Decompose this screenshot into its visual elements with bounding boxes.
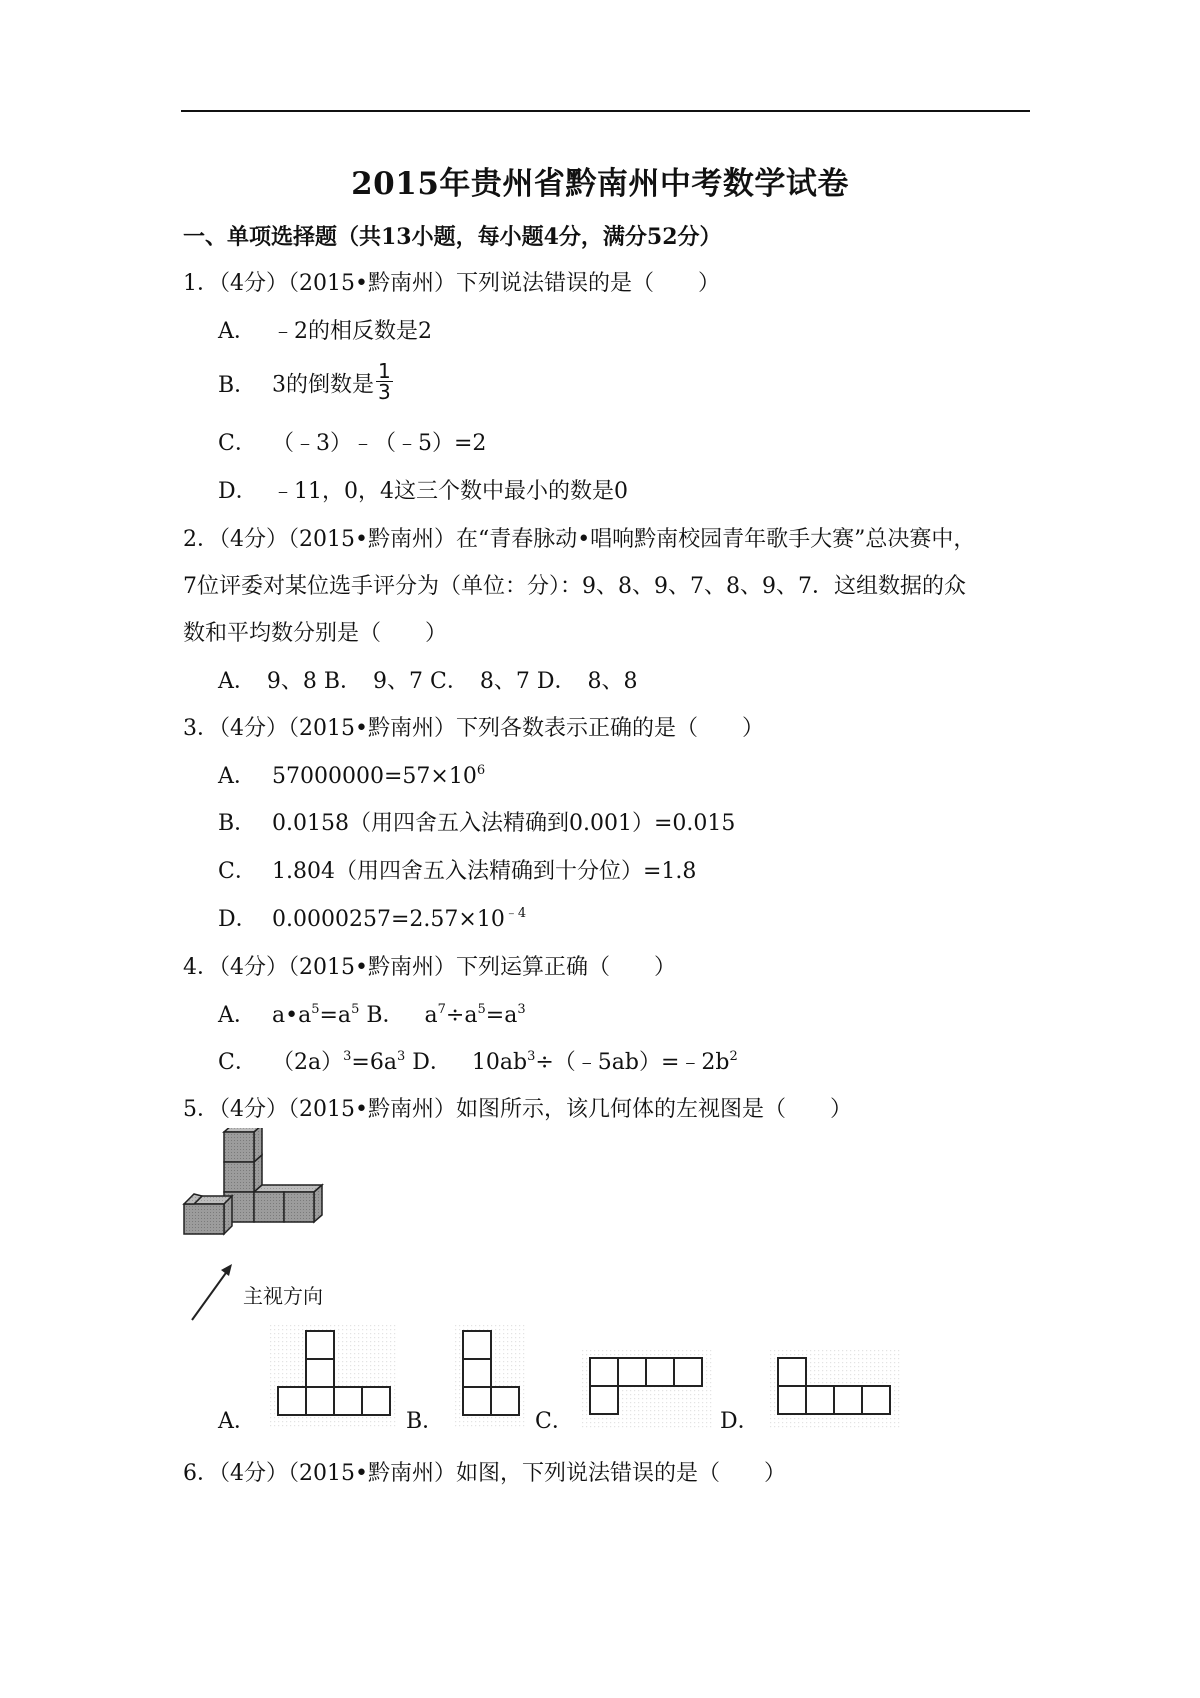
option-label: B． <box>218 811 257 836</box>
q5-option-c-label: C． <box>535 1409 574 1434</box>
q4-options-ab <box>218 998 526 1029</box>
header-rule <box>181 110 1030 112</box>
option-text: ﹣11，0，4这三个数中最小的数是0 <box>272 479 628 504</box>
arrow-icon <box>188 1262 238 1324</box>
expr: ÷（﹣5ab）=﹣2b <box>535 1050 730 1075</box>
option-text: 0.0000257=2.57×10 <box>272 907 505 932</box>
view-option-c <box>582 1350 712 1428</box>
exponent: 5 <box>311 1002 320 1017</box>
exponent: 3 <box>343 1049 352 1064</box>
q1-option-a <box>218 314 432 345</box>
exponent: 3 <box>396 1049 406 1064</box>
q3-stem: 3．（4分）（2015•黔南州）下列各数表示正确的是（ ） <box>183 716 764 741</box>
expr: a <box>424 1003 438 1028</box>
view-option-b <box>455 1325 527 1429</box>
option-label: B． <box>359 1003 405 1028</box>
direction-label: 主视方向 <box>243 1284 323 1308</box>
q3-option-c <box>218 854 696 885</box>
exponent: 5 <box>351 1002 360 1017</box>
solid-figure <box>180 1128 330 1248</box>
section-heading: 一、单项选择题（共13小题，每小题4分，满分52分） <box>183 224 722 250</box>
exponent: 5 <box>477 1002 486 1017</box>
option-text: （﹣3）﹣（﹣5）=2 <box>272 431 487 456</box>
option-label: C． <box>218 859 257 884</box>
option-label: A． <box>218 764 256 789</box>
q5-option-b-label: B． <box>406 1409 445 1434</box>
q1-stem: 1．（4分）（2015•黔南州）下列说法错误的是（ ） <box>183 271 720 296</box>
q6-stem: 6．（4分）（2015•黔南州）如图，下列说法错误的是（ ） <box>183 1461 786 1486</box>
page-title: 2015年贵州省黔南州中考数学试卷 <box>351 166 849 202</box>
option-label: A． <box>218 319 256 344</box>
exponent: 3 <box>527 1049 536 1064</box>
q2-stem-line2: 7位评委对某位选手评分为（单位：分）：9、8、9、7、8、9、7．这组数据的众 <box>183 574 966 599</box>
fraction-numerator: 1 <box>378 359 391 383</box>
fraction <box>376 361 393 402</box>
option-text: 3的倒数是 <box>272 372 374 398</box>
expr: =a <box>485 1003 518 1028</box>
option-label: C． <box>218 1050 257 1075</box>
q1-option-d <box>218 474 628 505</box>
expr: （2a） <box>272 1050 344 1075</box>
expr: 10ab <box>471 1050 528 1075</box>
option-label: D． <box>218 907 258 932</box>
expr: =a <box>319 1003 352 1028</box>
option-text: 1.804（用四舍五入法精确到十分位）=1.8 <box>272 859 697 884</box>
option-text: ﹣2的相反数是2 <box>272 319 432 344</box>
q2-stem-line3: 数和平均数分别是（ ） <box>183 621 448 646</box>
exponent: ﹣4 <box>504 906 527 921</box>
option-label: D． <box>218 479 258 504</box>
option-label: A． <box>218 1003 256 1028</box>
option-text: 0.0158（用四舍五入法精确到0.001）=0.015 <box>272 811 736 836</box>
q5-option-d-label: D． <box>720 1409 760 1434</box>
fraction-denominator: 3 <box>378 380 391 404</box>
q2-stem-line1: 2．（4分）（2015•黔南州）在“青春脉动•唱响黔南校园青年歌手大赛”总决赛中， <box>183 527 976 552</box>
exponent: 7 <box>437 1002 446 1017</box>
expr: =6a <box>351 1050 397 1075</box>
q5-stem: 5．（4分）（2015•黔南州）如图所示，该几何体的左视图是（ ） <box>183 1097 852 1122</box>
q3-option-d <box>218 902 526 933</box>
q4-options-cd <box>218 1045 738 1076</box>
exponent: 2 <box>729 1049 738 1064</box>
q2-options: A． 9、8 B． 9、7 C． 8、7 D． 8、8 <box>218 669 638 694</box>
expr: ÷a <box>445 1003 478 1028</box>
q5-option-a-label: A． <box>218 1409 256 1434</box>
option-label: C． <box>218 431 257 456</box>
option-text: 57000000=57×10 <box>272 764 477 789</box>
exponent: 3 <box>517 1002 526 1017</box>
view-option-d <box>770 1350 900 1428</box>
option-label: D． <box>405 1050 452 1075</box>
q4-stem: 4．（4分）（2015•黔南州）下列运算正确（ ） <box>183 955 676 980</box>
exponent: 6 <box>476 763 486 778</box>
view-option-a <box>270 1325 398 1429</box>
q1-option-b <box>218 359 393 406</box>
q3-option-b <box>218 806 735 837</box>
option-label: B． <box>218 372 257 398</box>
q3-option-a <box>218 759 485 790</box>
expr: a•a <box>272 1003 312 1028</box>
q1-option-c <box>218 426 486 457</box>
